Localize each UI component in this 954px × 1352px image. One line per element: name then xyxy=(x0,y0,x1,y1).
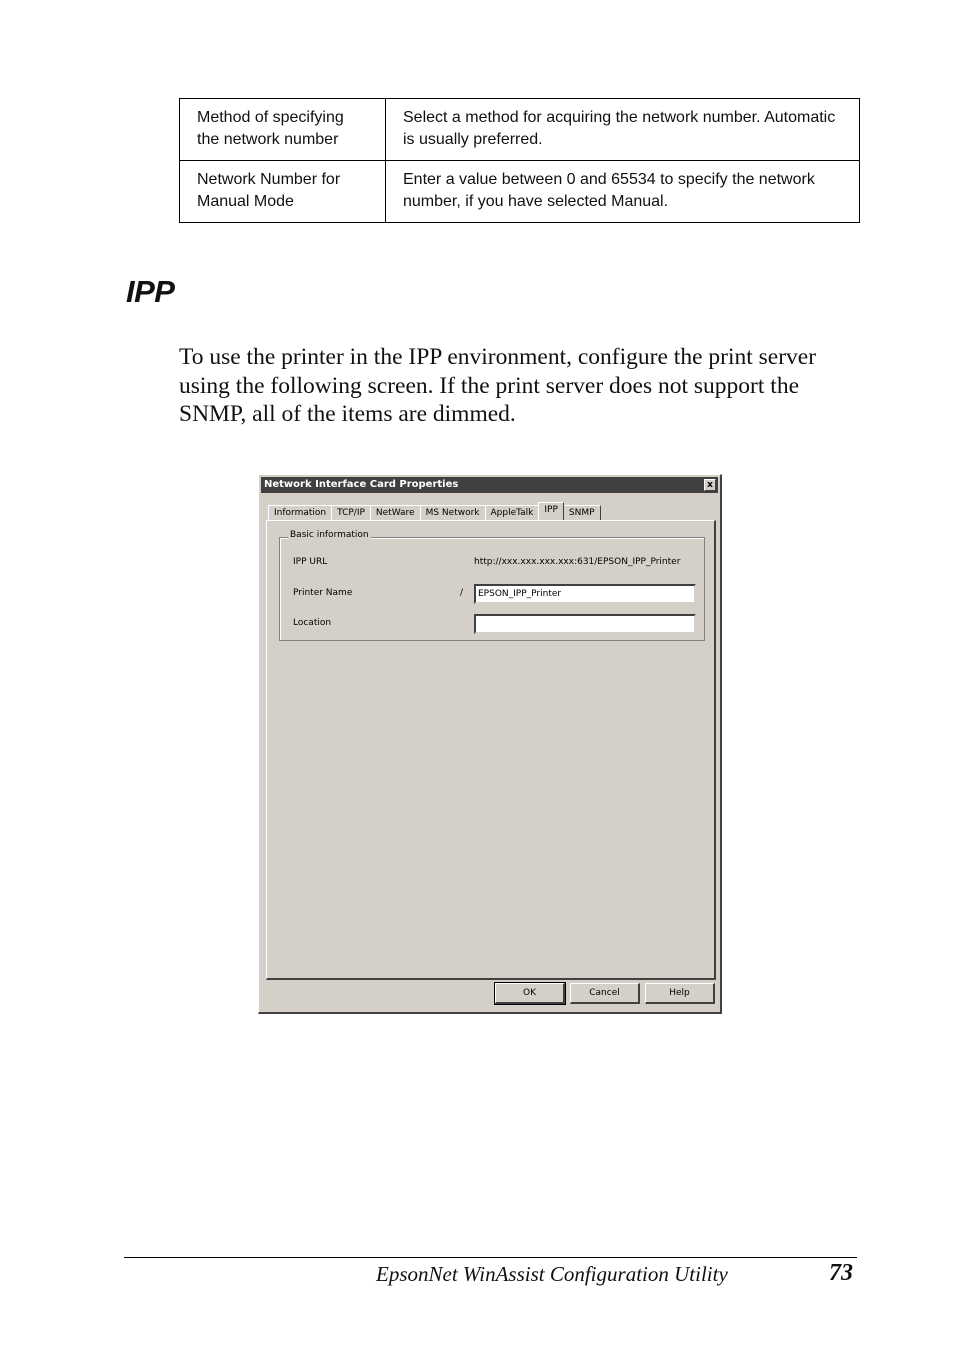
dialog-title: Network Interface Card Properties xyxy=(264,479,459,490)
tab-tcpip[interactable]: TCP/IP xyxy=(331,505,371,520)
table-cell-description: Select a method for acquiring the network number. Automatic is usually preferred. xyxy=(386,99,860,161)
close-icon[interactable]: x xyxy=(704,479,716,491)
printer-name-prefix: / xyxy=(460,588,464,598)
tab-ms-network[interactable]: MS Network xyxy=(420,505,486,520)
table-row xyxy=(180,161,860,223)
ipp-url-value: http://xxx.xxx.xxx.xxx:631/EPSON_IPP_Printer xyxy=(474,557,681,567)
dialog-tabs xyxy=(268,502,600,520)
tab-information[interactable]: Information xyxy=(268,505,332,520)
parameter-table xyxy=(179,98,860,223)
tab-netware[interactable]: NetWare xyxy=(370,505,421,520)
cancel-button[interactable]: Cancel xyxy=(570,983,640,1004)
ipp-properties-dialog xyxy=(258,474,722,1014)
group-title: Basic information xyxy=(290,530,369,540)
location-input[interactable] xyxy=(474,614,696,634)
ipp-url-label: IPP URL xyxy=(293,557,328,567)
table-row xyxy=(180,99,860,161)
table-cell-name: Network Number for Manual Mode xyxy=(180,161,386,223)
dialog-titlebar[interactable] xyxy=(261,477,718,493)
footer-title: EpsonNet WinAssist Configuration Utility xyxy=(376,1262,728,1286)
ipp-tab-panel xyxy=(266,520,716,980)
tab-appletalk[interactable]: AppleTalk xyxy=(485,505,540,520)
basic-information-group xyxy=(279,530,705,641)
tab-snmp[interactable]: SNMP xyxy=(563,505,601,520)
tab-ipp[interactable]: IPP xyxy=(538,502,564,520)
table-cell-name: Method of specifying the network number xyxy=(180,99,386,161)
ok-button[interactable]: OK xyxy=(495,983,565,1004)
location-label: Location xyxy=(293,618,332,628)
table-cell-description: Enter a value between 0 and 65534 to specify the network number, if you have selected Manual. xyxy=(386,161,860,223)
section-body-text: To use the printer in the IPP environment, configure the print server using the following screen. If the print server does not support the SNMP, all of the items are dimmed. xyxy=(179,344,817,427)
help-button[interactable]: Help xyxy=(645,983,715,1004)
printer-name-input[interactable]: EPSON_IPP_Printer xyxy=(474,584,696,604)
footer-rule xyxy=(124,1257,857,1258)
page-number: 73 xyxy=(829,1260,853,1286)
section-heading: IPP xyxy=(126,274,175,309)
printer-name-label: Printer Name xyxy=(293,588,353,598)
